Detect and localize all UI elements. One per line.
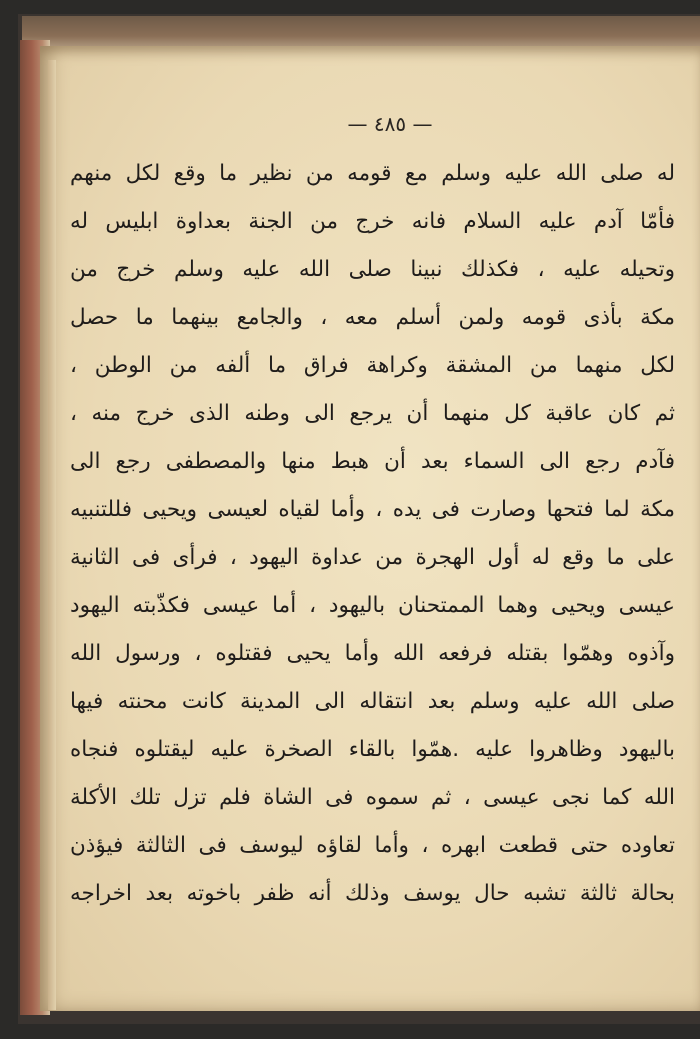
page-number: — ٤٨٥ — (347, 112, 433, 136)
text-line: ثم كان عاقبة كل منهما أن يرجع الى وطنه الذى خرج منه ، (70, 401, 675, 426)
text-line: باليهود وظاهروا عليه .همّوا بالقاء الصخرة عليه ليقتلوه فنجاه (70, 737, 675, 762)
page-text (70, 150, 675, 918)
text-line: وآذوه وهمّوا بقتله فرفعه الله وأما يحيى فقتلوه ، ورسول الله (70, 641, 675, 666)
text-line: له صلى الله عليه وسلم مع قومه من نظير ما وقع لكل منهم (70, 161, 675, 186)
text-line: فآدم رجع الى السماء بعد أن هبط منها والمصطفى رجع الى (70, 449, 675, 474)
text-line: مكة بأذى قومه ولمن أسلم معه ، والجامع بينهما ما حصل (70, 305, 675, 330)
text-line: صلى الله عليه وسلم بعد انتقاله الى المدينة كانت محنته فيها (70, 689, 675, 714)
text-line: عيسى ويحيى وهما الممتحنان باليهود ، أما عيسى فكذّبته اليهود (70, 593, 675, 618)
text-line: وتحيله عليه ، فكذلك نبينا صلى الله عليه وسلم خرج من (70, 257, 675, 282)
text-line: مكة لما فتحها وصارت فى يده ، وأما لقياه لعيسى ويحيى فللتنبيه (70, 497, 675, 522)
page-gutter (48, 60, 56, 1010)
text-line: تعاوده حتى قطعت ابهره ، وأما لقاؤه ليوسف فى الثالثة فيؤذن (70, 833, 675, 858)
text-line: لكل منهما من المشقة وكراهة فراق ما ألفه من الوطن ، (70, 353, 675, 378)
text-line: على ما وقع له أول الهجرة من عداوة اليهود ، فرأى فى الثانية (70, 545, 675, 570)
text-line: الله كما نجى عيسى ، ثم سموه فى الشاة فلم تزل تلك الأكلة (70, 785, 675, 810)
text-line: بحالة ثالثة تشبه حال يوسف وذلك أنه ظفر باخوته بعد اخراجه (70, 881, 675, 906)
text-line: فأمّا آدم عليه السلام فانه خرج من الجنة بعداوة ابليس له (70, 209, 675, 234)
